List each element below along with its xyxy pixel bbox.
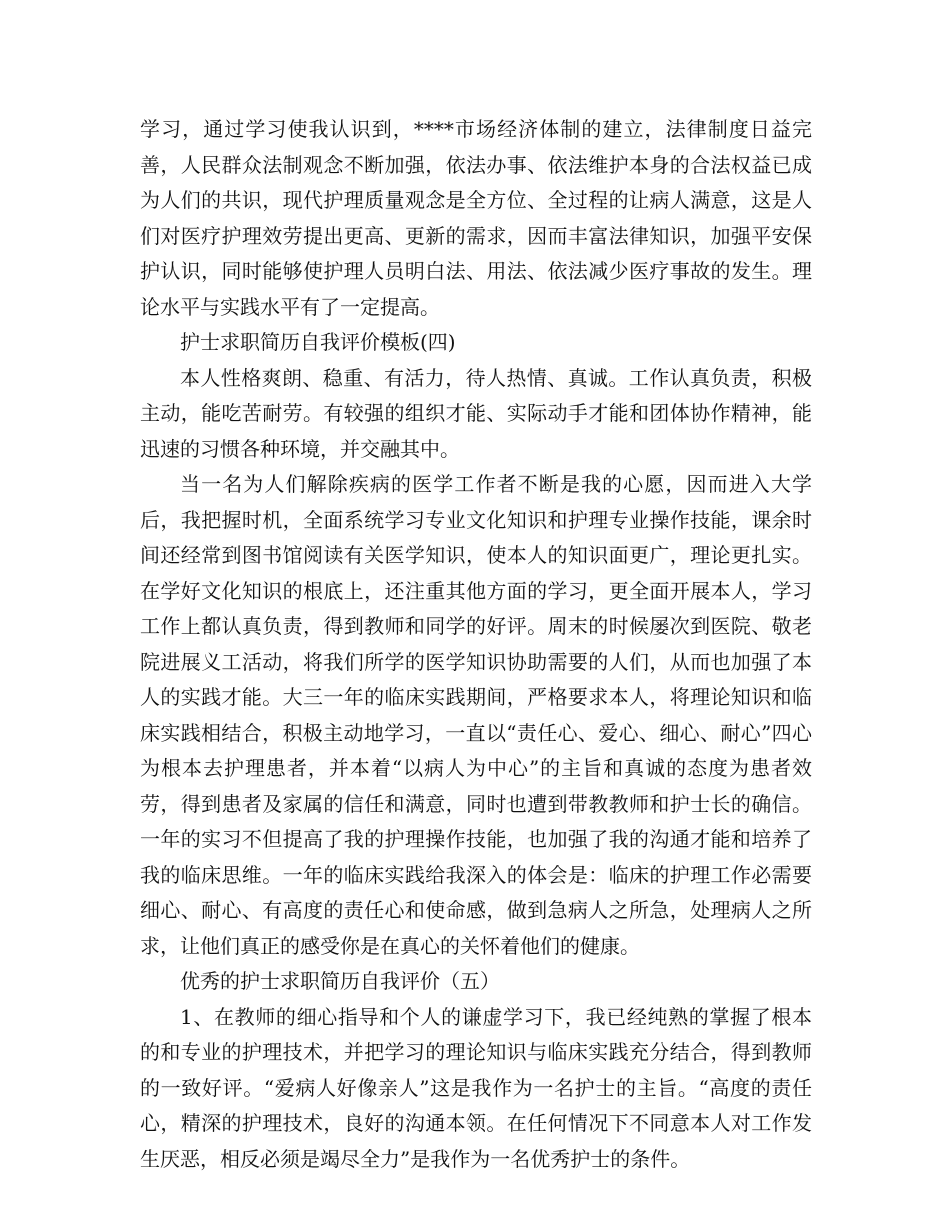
- document-page: [140, 112, 812, 1177]
- paragraph-4-1: 本人性格爽朗、稳重、有活力，待人热情、真诚。工作认真负责，积极主动，能吃苦耐劳。有较强的组织才能、实际动手才能和团体协作精神，能迅速的习惯各种环境，并交融其中。: [140, 365, 812, 461]
- section-heading-5: 优秀的护士求职简历自我评价（五）: [180, 969, 500, 993]
- section-heading-4: 护士求职简历自我评价模板(四): [180, 330, 456, 354]
- paragraph-4-2: 当一名为人们解除疾病的医学工作者不断是我的心愿，因而进入大学后，我把握时机，全面系统学习专业文化知识和护理专业操作技能，课余时间还经常到图书馆阅读有关医学知识，使本人的知识面更广，理论更扎实。在学好文化知识的根底上，还注重其他方面的学习，更全面开展本人，学习工作上都认真负责，得到教师和同学的好评。周末的时候屡次到医院、敬老院进展义工活动，将我们所学的医学知识协助需要的人们，从而也加强了本人的实践才能。大三一年的临床实践期间，严格要求本人，将理论知识和临床实践相结合，积极主动地学习，一直以“责任心、爱心、细心、耐心”四心为根本去护理患者，并本着“以病人为中心”的主旨和真诚的态度为患者效劳，得到患者及家属的信任和满意，同时也遭到带教教师和护士长的确信。一年的实习不但提高了我的护理操作技能，也加强了我的沟通才能和培养了我的临床思维。一年的临床实践给我深入的体会是：临床的护理工作必需要细心、耐心、有高度的责任心和使命感，做到急病人之所急，处理病人之所求，让他们真正的感受你是在真心的关怀着他们的健康。: [140, 472, 812, 958]
- paragraph-5-1: 1、在教师的细心指导和个人的谦虚学习下，我已经纯熟的掌握了根本的和专业的护理技术，并把学习的理论知识与临床实践充分结合，得到教师的一致好评。“爱病人好像亲人”这是我作为一名护士的主旨。“高度的责任心，精深的护理技术，良好的沟通本领。在任何情况下不同意本人对工作发生厌恶，相反必须是竭尽全力”是我作为一名优秀护士的条件。: [140, 1004, 812, 1171]
- paragraph-continuation: 学习，通过学习使我认识到，****市场经济体制的建立，法律制度日益完善，人民群众法制观念不断加强，依法办事、依法维护本身的合法权益已成为人们的共识，现代护理质量观念是全方位、全过程的让病人满意，这是人们对医疗护理效劳提出更高、更新的需求，因而丰富法律知识，加强平安保护认识，同时能够使护理人员明白法、用法、依法减少医疗事故的发生。理论水平与实践水平有了一定提高。: [140, 117, 812, 319]
